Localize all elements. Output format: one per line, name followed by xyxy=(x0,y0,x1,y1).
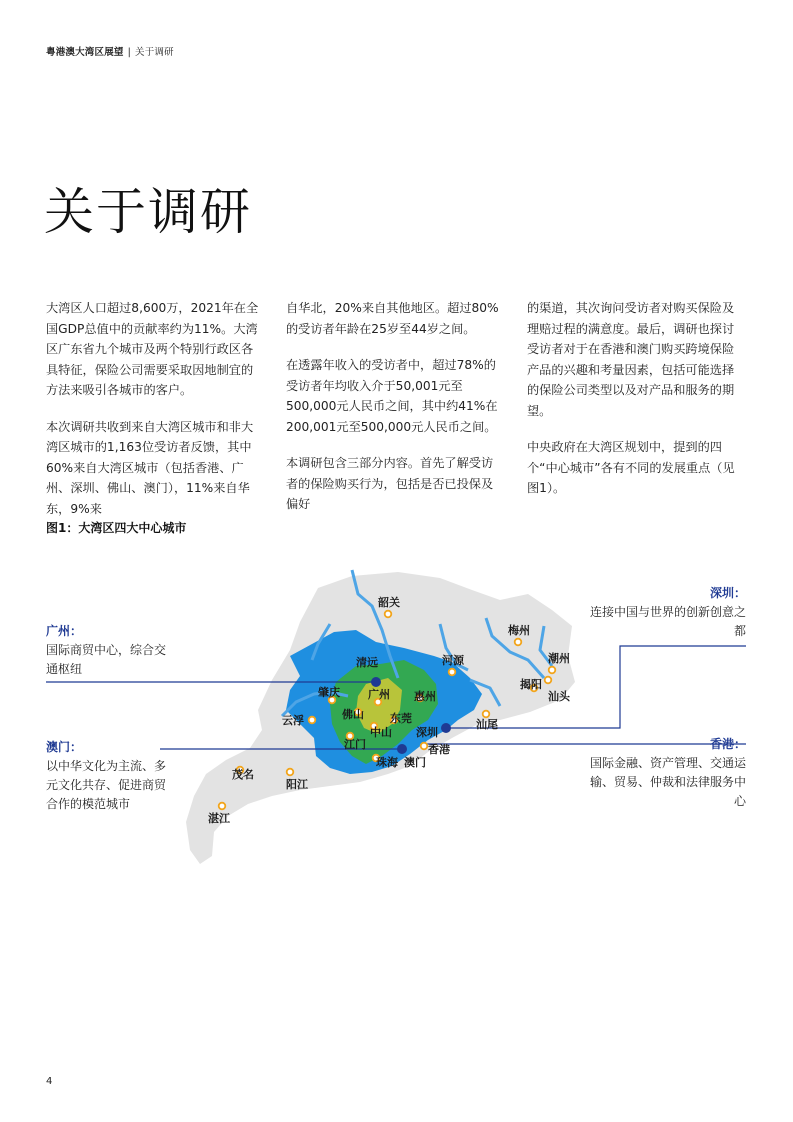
shanwei-marker xyxy=(483,711,490,718)
heyuan-label: 河源 xyxy=(442,654,464,667)
running-header xyxy=(46,44,174,58)
page-number: 4 xyxy=(46,1076,53,1087)
macau-marker xyxy=(397,744,407,754)
shenzhen-callout xyxy=(580,584,746,641)
hongkong-marker xyxy=(421,743,428,750)
guangzhou-label: 广州 xyxy=(368,688,390,701)
huizhou-label: 惠州 xyxy=(414,690,436,703)
zhanjiang-label: 湛江 xyxy=(208,812,230,825)
qingyuan-label: 清远 xyxy=(356,656,378,669)
maoming-label: 茂名 xyxy=(232,768,254,781)
callout-desc: 以中华文化为主流、多元文化共存、促进商贸合作的模范城市 xyxy=(46,759,167,811)
foshan-label: 佛山 xyxy=(342,708,364,721)
yunfu-marker xyxy=(309,717,316,724)
section-name: 关于调研 xyxy=(135,47,174,58)
qingyuan-marker xyxy=(371,677,381,687)
page-title: 关于调研 xyxy=(44,183,252,241)
paragraph: 的渠道，其次询问受访者对购买保险及理赔过程的满意度。最后，调研也探讨受访者对于在香港和澳门购买跨境保险产品的兴趣和考量因素，包括可能选择的保险公司类型以及对产品和服务的期望。 xyxy=(527,301,735,418)
meizhou-label: 梅州 xyxy=(508,624,530,637)
paragraph: 中央政府在大湾区规划中，提到的四个“中心城市”各有不同的发展重点（见图1）。 xyxy=(527,440,735,495)
text-column-2 xyxy=(286,298,504,531)
paragraph: 本次调研共收到来自大湾区城市和非大湾区城市的1,163位受访者反馈，其中60%来自大湾区城市（包括香港、广州、深圳、佛山、澳门），11%来自华东，9%来 xyxy=(46,419,254,516)
jieyang-label: 揭阳 xyxy=(520,678,542,691)
callout-title: 香港： xyxy=(709,737,746,751)
text-column-3 xyxy=(527,298,745,515)
figure-title: 图1：大湾区四大中心城市 xyxy=(46,521,187,535)
report-title: 粤港澳大湾区展望 xyxy=(46,47,124,58)
shanwei-label: 汕尾 xyxy=(476,718,498,731)
shantou-marker xyxy=(545,677,552,684)
dongguan-label: 东莞 xyxy=(390,712,412,725)
zhanjiang-marker xyxy=(219,803,226,810)
chaozhou-marker xyxy=(549,667,556,674)
paragraph: 本调研包含三部分内容。首先了解受访者的保险购买行为，包括是否已投保及偏好 xyxy=(286,456,494,511)
guangzhou-callout xyxy=(46,622,176,679)
paragraph: 大湾区人口超过8,600万，2021年在全国GDP总值中的贡献率约为11%。大湾区广东省九个城市及两个特别行政区各具特征，保险公司需要采取因地制宜的方法来吸引各城市的客户。 xyxy=(46,301,259,397)
macau-label: 澳门 xyxy=(404,756,426,769)
zhongshan-label: 中山 xyxy=(370,726,392,739)
callout-title: 深圳： xyxy=(709,586,746,600)
callout-desc: 连接中国与世界的创新创意之都 xyxy=(589,605,746,638)
yangjiang-label: 阳江 xyxy=(286,778,308,791)
callout-title: 澳门： xyxy=(46,740,83,754)
zhaoqing-label: 肇庆 xyxy=(318,686,340,699)
shenzhen-marker xyxy=(441,723,451,733)
yangjiang-marker xyxy=(287,769,294,776)
callout-desc: 国际金融、资产管理、交通运输、贸易、仲裁和法律服务中心 xyxy=(589,756,746,808)
zhuhai-label: 珠海 xyxy=(376,756,398,769)
heyuan-marker xyxy=(449,669,456,676)
paragraph: 自华北，20%来自其他地区。超过80%的受访者年龄在25岁至44岁之间。 xyxy=(286,301,499,336)
callout-title: 广州： xyxy=(46,624,83,638)
shantou-label: 汕头 xyxy=(548,690,570,703)
chaozhou-label: 潮州 xyxy=(548,652,570,665)
shenzhen-label: 深圳 xyxy=(416,726,438,739)
header-separator: | xyxy=(127,47,132,58)
shaoguan-label: 韶关 xyxy=(378,596,400,609)
hongkong-label: 香港 xyxy=(428,743,450,756)
hongkong-callout xyxy=(580,735,746,811)
macau-callout xyxy=(46,738,176,814)
jiangmen-label: 江门 xyxy=(344,738,366,751)
meizhou-marker xyxy=(515,639,522,646)
yunfu-label: 云浮 xyxy=(282,714,304,727)
callout-desc: 国际商贸中心，综合交通枢纽 xyxy=(46,643,167,676)
paragraph: 在透露年收入的受访者中，超过78%的受访者年均收入介于50,001元至500,000元人民币之间，其中约41%在200,001元至500,000元人民币之间。 xyxy=(286,358,498,434)
text-column-1 xyxy=(46,298,264,535)
shaoguan-marker xyxy=(385,611,392,618)
